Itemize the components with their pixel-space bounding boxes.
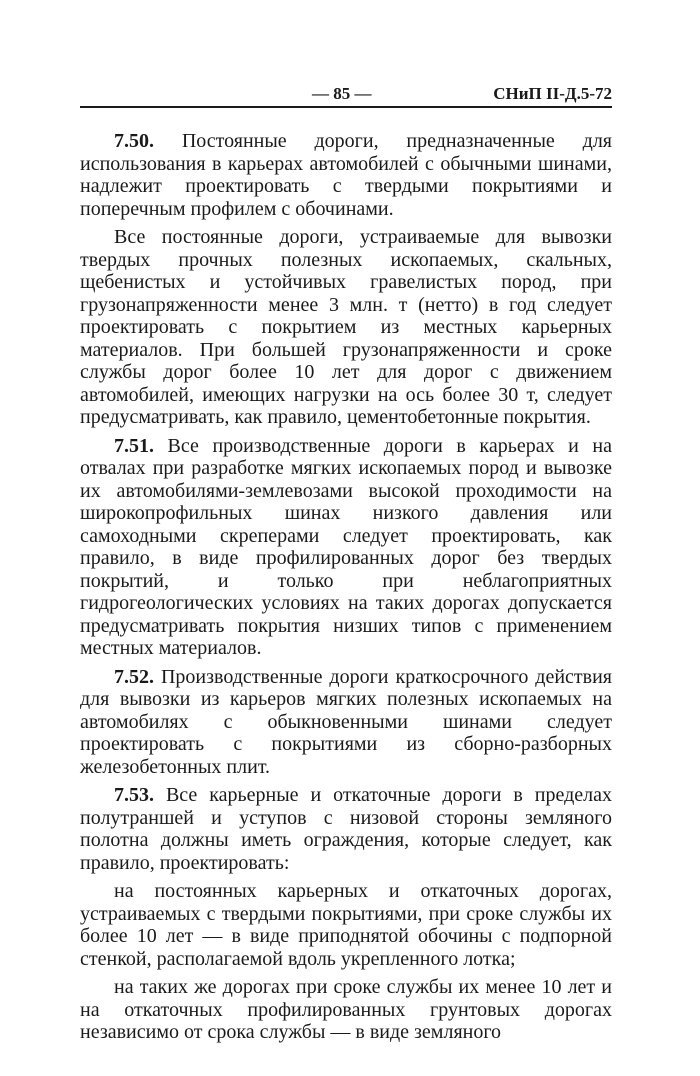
paragraph-7-53-item-2 bbox=[80, 976, 612, 1044]
clause-number: 7.50. bbox=[114, 130, 154, 152]
page-header bbox=[80, 78, 612, 108]
paragraph-7-53 bbox=[80, 784, 612, 874]
paragraph-7-50-cont bbox=[80, 226, 612, 429]
document-body bbox=[80, 130, 612, 1044]
clause-number: 7.51. bbox=[114, 434, 154, 457]
paragraph-text: Все постоянные дороги, устраиваемые для вывозки твердых прочных полезных ископаемых, скальных, щебенистых и устойчивых гравелистых пород, при грузонапряженности менее 3 млн. т (нетто) в год следует проектировать с покрытием из местных карьерных материалов. При большей грузонапряженности и сроке службы дорог более 10 лет для дорог с движением автомобилей, имеющих нагрузки на ось более 30 т, следует предусматривать, как правило, цементобетонные покрытия. bbox=[80, 226, 612, 428]
paragraph-7-52 bbox=[80, 666, 612, 779]
paragraph-text: на постоянных карьерных и откаточных дорогах, устраиваемых с твердыми покрытиями, при сроке службы их более 10 лет — в виде приподнятой обочины с подпорной стенкой, располагаемой вдоль укрепленного лотка; bbox=[80, 880, 612, 970]
page-number: — 85 — bbox=[312, 84, 372, 103]
clause-number: 7.53. bbox=[114, 784, 154, 806]
paragraph-text: Все производственные дороги в карьерах и на отвалах при разработке мягких ископаемых пород и вывозке их автомобилями-землевозами высокой проходимости на широкопрофильных шинах низкого давления или самоходными скреперами следует проектировать, как правило, в виде профилированных дорог без твердых покрытий, и только при неблагоприятных гидрогеологических условиях на таких дорогах допускается предусматривать покрытия низших типов с применением местных материалов. bbox=[80, 434, 612, 659]
document-code: СНиП II-Д.5-72 bbox=[493, 84, 612, 103]
paragraph-text: Производственные дороги краткосрочного действия для вывозки из карьеров мягких полезных ископаемых на автомобилях с обыкновенными шинами следует проектировать с покрытиями из сборно-разборных железобетонных плит. bbox=[80, 665, 612, 778]
paragraph-7-53-item-1 bbox=[80, 880, 612, 970]
paragraph-text: на таких же дорогах при сроке службы их менее 10 лет и на откаточных профилированных грунтовых дорогах независимо от срока службы — в виде земляного bbox=[80, 976, 612, 1043]
paragraph-7-50 bbox=[80, 130, 612, 220]
paragraph-7-51 bbox=[80, 435, 612, 660]
clause-number: 7.52. bbox=[114, 665, 154, 688]
paragraph-text: Все карьерные и откаточные дороги в пределах полутраншей и уступов с низовой стороны земляного полотна должны иметь ограждения, которые следует, как правило, проектировать: bbox=[80, 784, 612, 874]
document-page bbox=[80, 78, 612, 1044]
paragraph-text: Постоянные дороги, предназначенные для использования в карьерах автомобилей с обычными шинами, надлежит проектировать с твердыми покрытиями и поперечным профилем с обочинами. bbox=[80, 130, 612, 220]
